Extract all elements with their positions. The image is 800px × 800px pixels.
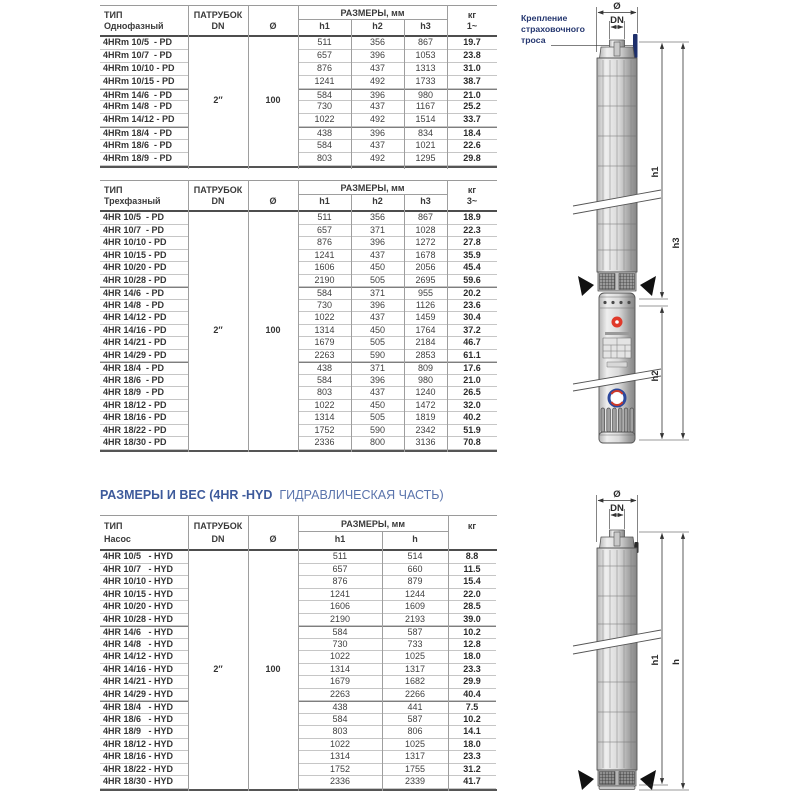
dimension-value: 437: [351, 387, 404, 400]
model-name: 4HRm 18/4 - PD: [100, 127, 188, 140]
dimension-value: 25.2: [447, 101, 497, 114]
dimension-value: 437: [351, 312, 404, 325]
model-name: 4HR 18/9 - PD: [100, 387, 188, 400]
dimension-value: 441: [382, 701, 448, 714]
dimension-value: 28.5: [448, 601, 496, 614]
model-name: 4HRm 10/15 - PD: [100, 76, 188, 89]
pump-diagram-full: [515, 0, 770, 482]
col-label-h3: h3: [420, 196, 431, 206]
model-name: 4HR 10/10 - HYD: [100, 576, 188, 589]
pump-diagram-hydraulic: [515, 486, 770, 800]
model-name: 4HR 14/16 - PD: [100, 325, 188, 338]
dimension-value: 867: [404, 212, 447, 225]
model-name: 4HRm 10/5 - PD: [100, 37, 188, 50]
certification-emblem-icon: [609, 390, 625, 406]
section-title-prefix: РАЗМЕРЫ И ВЕС (: [100, 488, 214, 502]
dimension-value: 371: [351, 362, 404, 375]
dim-label-h2: h2: [650, 370, 661, 382]
dimension-value: 2339: [382, 776, 448, 789]
dimension-value: 876: [298, 237, 351, 250]
model-name: 4HR 14/12 - PD: [100, 312, 188, 325]
dimension-value: 61.1: [447, 350, 497, 363]
dimension-value: 22.6: [447, 140, 497, 153]
dimension-value: 396: [351, 50, 404, 63]
dimension-value: 18.0: [448, 739, 496, 752]
model-name: 4HR 14/6 - HYD: [100, 626, 188, 639]
dimension-value: 955: [404, 287, 447, 300]
model-name: 4HR 10/15 - PD: [100, 250, 188, 263]
dimension-value: 1241: [298, 250, 351, 263]
dimension-value: 23.6: [447, 300, 497, 313]
dimension-value: 31.0: [447, 63, 497, 76]
col-label-h: h: [412, 534, 418, 544]
col-label-dn: DN: [211, 21, 225, 31]
dimension-value: 2342: [404, 425, 447, 438]
model-name: 4HRm 14/12 - PD: [100, 114, 188, 127]
col-label-kg-phase: 3~: [466, 196, 478, 206]
dimension-value: 396: [351, 375, 404, 388]
dimension-value: 1126: [404, 300, 447, 313]
dimension-value: 437: [351, 63, 404, 76]
dimension-value: 2193: [382, 614, 448, 627]
dimension-value: 2336: [298, 776, 382, 789]
dimension-value: 980: [404, 375, 447, 388]
dimension-value: 3136: [404, 437, 447, 450]
dimension-value: 2695: [404, 275, 447, 288]
col-label-diameter: Ø: [269, 196, 277, 206]
dimension-value: 23.3: [448, 664, 496, 677]
dimension-value: 492: [351, 153, 404, 166]
col-label-h1: h1: [319, 196, 330, 206]
dimension-value: 511: [298, 37, 351, 50]
dimension-value: 806: [382, 726, 448, 739]
model-name: 4HRm 14/6 - PD: [100, 89, 188, 102]
intake-arrow-icon: [640, 770, 656, 790]
merged-dn-value: 2″: [213, 325, 223, 335]
merged-dia-value: 100: [265, 325, 281, 335]
dimension-value: 2853: [404, 350, 447, 363]
dimension-value: 1314: [298, 664, 382, 677]
dimension-value: 1609: [382, 601, 448, 614]
dimension-value: 1752: [298, 425, 351, 438]
intake-arrow-icon: [640, 276, 656, 296]
dimension-value: 2056: [404, 262, 447, 275]
dimension-value: 40.4: [448, 689, 496, 702]
dimension-value: 438: [298, 127, 351, 140]
dimension-value: 51.9: [447, 425, 497, 438]
dimension-value: 450: [351, 262, 404, 275]
merged-dn-value: 2″: [213, 95, 223, 105]
dim-label-dia: Ø: [613, 1, 621, 12]
dimension-value: 809: [404, 362, 447, 375]
dim-label-h1: h1: [650, 166, 661, 178]
pump-body: [573, 34, 661, 443]
dimension-value: 492: [351, 76, 404, 89]
dimension-value: 584: [298, 140, 351, 153]
model-name: 4HR 14/12 - HYD: [100, 651, 188, 664]
col-label-h3: h3: [420, 21, 431, 31]
dimension-value: 356: [351, 37, 404, 50]
model-name: 4HR 10/20 - PD: [100, 262, 188, 275]
dimension-value: 21.0: [447, 375, 497, 388]
dimension-value: 1244: [382, 589, 448, 602]
dimension-value: 1314: [298, 751, 382, 764]
dimension-value: 1755: [382, 764, 448, 777]
dimension-value: 1313: [404, 63, 447, 76]
model-name: 4HR 10/28 - HYD: [100, 614, 188, 627]
dimension-value: 800: [351, 437, 404, 450]
dimension-value: 59.6: [447, 275, 497, 288]
col-label-kg: кг: [467, 10, 477, 20]
dimension-value: 730: [298, 101, 351, 114]
intake-arrow-icon: [578, 770, 594, 790]
model-name: 4HR 18/12 - HYD: [100, 739, 188, 752]
model-name: 4HR 18/22 - HYD: [100, 764, 188, 777]
dimension-value: 1678: [404, 250, 447, 263]
dimension-value: 584: [298, 626, 382, 639]
model-name: 4HR 18/4 - HYD: [100, 701, 188, 714]
dimension-value: 584: [298, 287, 351, 300]
pump-body: [573, 530, 661, 790]
model-name: 4HRm 10/10 - PD: [100, 63, 188, 76]
section-title-suffix: ГИДРАВЛИЧЕСКАЯ ЧАСТЬ): [272, 488, 444, 502]
col-label-pump: Насос: [104, 534, 131, 544]
dimension-value: 1272: [404, 237, 447, 250]
col-label-dn: DN: [211, 196, 225, 206]
table-three-phase: [100, 180, 497, 452]
dimension-value: 514: [382, 551, 448, 564]
dimension-value: 2190: [298, 275, 351, 288]
col-label-kg: кг: [467, 185, 477, 195]
model-name: 4HR 18/6 - HYD: [100, 714, 188, 727]
col-label-h1: h1: [334, 534, 346, 544]
dimension-value: 657: [298, 564, 382, 577]
dim-label-dn: DN: [610, 503, 624, 514]
dimension-value: 33.7: [447, 114, 497, 127]
dimension-value: 505: [351, 337, 404, 350]
dimension-value: 18.4: [447, 127, 497, 140]
dimension-value: 12.8: [448, 639, 496, 652]
dimension-value: 1314: [298, 412, 351, 425]
dimension-value: 40.2: [447, 412, 497, 425]
dimension-value: 37.2: [447, 325, 497, 338]
dimension-value: 584: [298, 375, 351, 388]
dimension-value: 18.9: [447, 212, 497, 225]
col-label-kg-phase: 1~: [466, 21, 478, 31]
dimension-value: 803: [298, 153, 351, 166]
model-name: 4HR 18/30 - PD: [100, 437, 188, 450]
model-name: 4HR 10/10 - PD: [100, 237, 188, 250]
dimension-value: 1733: [404, 76, 447, 89]
model-name: 4HRm 18/9 - PD: [100, 153, 188, 166]
model-name: 4HR 10/20 - HYD: [100, 601, 188, 614]
dimension-value: 29.8: [447, 153, 497, 166]
dimension-value: 21.0: [447, 89, 497, 102]
section-title: [100, 488, 444, 502]
model-name: 4HR 14/8 - HYD: [100, 639, 188, 652]
col-label-diameter: Ø: [269, 21, 277, 31]
dimension-value: 803: [298, 726, 382, 739]
col-label-tip: ТИП: [104, 521, 123, 531]
model-name: 4HR 10/7 - PD: [100, 225, 188, 238]
dimension-value: 23.8: [447, 50, 497, 63]
dimension-value: 505: [351, 275, 404, 288]
dimension-value: 30.4: [447, 312, 497, 325]
col-label-tip: ТИП: [104, 10, 123, 20]
dimension-value: 1459: [404, 312, 447, 325]
dimension-value: 1752: [298, 764, 382, 777]
motor-section: [573, 293, 661, 443]
dimension-value: 590: [351, 425, 404, 438]
dimension-value: 396: [351, 237, 404, 250]
suction-mesh: [598, 770, 636, 790]
col-label-tip: ТИП: [104, 185, 123, 195]
dimension-value: 438: [298, 701, 382, 714]
dimension-value: 1317: [382, 664, 448, 677]
dimension-value: 1167: [404, 101, 447, 114]
col-label-patrubok: ПАТРУБОК: [193, 10, 243, 20]
model-name: 4HR 18/16 - PD: [100, 412, 188, 425]
dim-label-dn: DN: [610, 15, 624, 26]
dimension-value: 2263: [298, 350, 351, 363]
svg-text:Крепление: Крепление: [521, 13, 568, 23]
dimension-value: 980: [404, 89, 447, 102]
dim-label-h3: h3: [671, 237, 682, 249]
col-label-patrubok: ПАТРУБОК: [193, 521, 243, 531]
dimension-value: 1022: [298, 739, 382, 752]
col-label-kg: кг: [467, 521, 477, 531]
col-label-patrubok: ПАТРУБОК: [193, 185, 243, 195]
dimension-value: 511: [298, 551, 382, 564]
dimension-value: 19.7: [447, 37, 497, 50]
model-name: 4HR 10/5 - PD: [100, 212, 188, 225]
dim-label-h1: h1: [650, 654, 661, 666]
small-label: [607, 362, 627, 367]
dimension-value: 1240: [404, 387, 447, 400]
dimension-value: 1022: [298, 114, 351, 127]
dimension-value: 1314: [298, 325, 351, 338]
dimension-value: 1679: [298, 337, 351, 350]
dimension-value: 1317: [382, 751, 448, 764]
dimension-value: 1679: [298, 676, 382, 689]
dimension-value: 1022: [298, 651, 382, 664]
model-name: 4HR 14/29 - HYD: [100, 689, 188, 702]
dimension-value: 46.7: [447, 337, 497, 350]
model-name: 4HR 18/9 - HYD: [100, 726, 188, 739]
model-name: 4HR 14/29 - PD: [100, 350, 188, 363]
dimension-value: 11.5: [448, 564, 496, 577]
dimension-value: 1764: [404, 325, 447, 338]
dimension-value: 22.0: [448, 589, 496, 602]
dimension-value: 371: [351, 287, 404, 300]
svg-text:страховочного: страховочного: [521, 24, 585, 34]
suction-mesh: [598, 272, 636, 291]
dimension-value: 14.1: [448, 726, 496, 739]
dimension-value: 1025: [382, 651, 448, 664]
dimension-value: 2336: [298, 437, 351, 450]
dimension-value: 1022: [298, 312, 351, 325]
dimension-value: 1606: [298, 262, 351, 275]
dimension-value: 8.8: [448, 551, 496, 564]
model-name: 4HRm 14/8 - PD: [100, 101, 188, 114]
dimension-value: 587: [382, 626, 448, 639]
dimension-value: 20.2: [447, 287, 497, 300]
dimension-value: 584: [298, 714, 382, 727]
section-title-model: 4HR -HYD: [213, 488, 273, 502]
dimension-value: 584: [298, 89, 351, 102]
model-name: 4HR 14/21 - HYD: [100, 676, 188, 689]
dimension-value: 730: [298, 639, 382, 652]
col-label-diameter: Ø: [269, 534, 277, 544]
dimension-value: 38.7: [447, 76, 497, 89]
dimension-value: 1472: [404, 400, 447, 413]
dimension-value: 660: [382, 564, 448, 577]
dimension-value: 17.6: [447, 362, 497, 375]
model-name: 4HR 18/12 - PD: [100, 400, 188, 413]
col-label-dn: DN: [211, 534, 225, 544]
dimension-value: 1241: [298, 589, 382, 602]
dimension-value: 867: [404, 37, 447, 50]
merged-dn-value: 2″: [213, 664, 223, 674]
dimension-value: 1819: [404, 412, 447, 425]
model-name: 4HR 14/6 - PD: [100, 287, 188, 300]
brand-text-bar: [605, 332, 629, 335]
dimension-value: 437: [351, 250, 404, 263]
dimension-value: 396: [351, 127, 404, 140]
dimension-value: 590: [351, 350, 404, 363]
merged-dia-value: 100: [265, 95, 281, 105]
col-label-razmery: РАЗМЕРЫ, мм: [341, 519, 405, 529]
dimension-value: 587: [382, 714, 448, 727]
col-label-phase: Однофазный: [104, 21, 164, 31]
dimension-value: 10.2: [448, 714, 496, 727]
dimension-value: 15.4: [448, 576, 496, 589]
dimension-value: 29.9: [448, 676, 496, 689]
dimension-value: 45.4: [447, 262, 497, 275]
col-label-h1: h1: [319, 21, 330, 31]
dimension-value: 437: [351, 101, 404, 114]
dimension-value: 438: [298, 362, 351, 375]
dimension-value: 1682: [382, 676, 448, 689]
dimension-value: 450: [351, 400, 404, 413]
dimension-value: 1021: [404, 140, 447, 153]
col-label-h2: h2: [372, 21, 383, 31]
dimension-value: 505: [351, 412, 404, 425]
col-label-razmery: РАЗМЕРЫ, мм: [340, 8, 405, 18]
model-name: 4HR 10/15 - HYD: [100, 589, 188, 602]
merged-dia-value: 100: [265, 664, 281, 674]
svg-text:троса: троса: [521, 35, 546, 45]
table-hydraulic-part: [100, 515, 497, 791]
dimension-value: 10.2: [448, 626, 496, 639]
dimension-value: 803: [298, 387, 351, 400]
dimension-value: 2266: [382, 689, 448, 702]
dimension-value: 1028: [404, 225, 447, 238]
dimension-value: 32.0: [447, 400, 497, 413]
dimension-value: 492: [351, 114, 404, 127]
dimension-value: 2184: [404, 337, 447, 350]
dimension-value: 396: [351, 89, 404, 102]
dimension-value: 1514: [404, 114, 447, 127]
dimension-value: 657: [298, 225, 351, 238]
dimension-value: 876: [298, 63, 351, 76]
dimension-value: 371: [351, 225, 404, 238]
col-label-razmery: РАЗМЕРЫ, мм: [340, 183, 405, 193]
dimension-value: 450: [351, 325, 404, 338]
dim-label-h: h: [671, 659, 682, 665]
dimension-value: 834: [404, 127, 447, 140]
dimension-value: 7.5: [448, 701, 496, 714]
model-name: 4HR 10/5 - HYD: [100, 551, 188, 564]
model-name: 4HR 10/28 - PD: [100, 275, 188, 288]
dimension-value: 879: [382, 576, 448, 589]
dimension-value: 1053: [404, 50, 447, 63]
dimension-value: 396: [351, 300, 404, 313]
dimension-value: 657: [298, 50, 351, 63]
dimension-value: 2190: [298, 614, 382, 627]
dimension-value: 41.7: [448, 776, 496, 789]
col-label-h2: h2: [372, 196, 383, 206]
dimension-value: 511: [298, 212, 351, 225]
model-name: 4HRm 18/6 - PD: [100, 140, 188, 153]
dimension-value: 70.8: [447, 437, 497, 450]
dimension-value: 35.9: [447, 250, 497, 263]
dimension-value: 31.2: [448, 764, 496, 777]
dimension-value: 27.8: [447, 237, 497, 250]
dimension-value: 1022: [298, 400, 351, 413]
dimension-value: 18.0: [448, 651, 496, 664]
model-name: 4HR 10/7 - HYD: [100, 564, 188, 577]
table-single-phase: [100, 5, 497, 169]
dim-label-dia: Ø: [613, 489, 621, 500]
dimension-value: 2263: [298, 689, 382, 702]
model-name: 4HR 18/22 - PD: [100, 425, 188, 438]
dimension-value: 23.3: [448, 751, 496, 764]
dimension-value: 1606: [298, 601, 382, 614]
dimension-value: 1241: [298, 76, 351, 89]
dimension-value: 1025: [382, 739, 448, 752]
dimension-value: 26.5: [447, 387, 497, 400]
model-name: 4HR 14/8 - PD: [100, 300, 188, 313]
model-name: 4HR 14/21 - PD: [100, 337, 188, 350]
intake-arrow-icon: [578, 276, 594, 296]
model-name: 4HR 18/16 - HYD: [100, 751, 188, 764]
model-name: 4HR 18/6 - PD: [100, 375, 188, 388]
model-name: 4HRm 10/7 - PD: [100, 50, 188, 63]
dimension-value: 39.0: [448, 614, 496, 627]
model-name: 4HR 18/4 - PD: [100, 362, 188, 375]
dimension-value: 730: [298, 300, 351, 313]
dimension-value: 437: [351, 140, 404, 153]
col-label-phase: Трехфазный: [104, 196, 161, 206]
model-name: 4HR 18/30 - HYD: [100, 776, 188, 789]
model-name: 4HR 14/16 - HYD: [100, 664, 188, 677]
dimension-value: 876: [298, 576, 382, 589]
dimension-value: 356: [351, 212, 404, 225]
dimension-value: 733: [382, 639, 448, 652]
dimension-value: 22.3: [447, 225, 497, 238]
dimension-value: 1295: [404, 153, 447, 166]
